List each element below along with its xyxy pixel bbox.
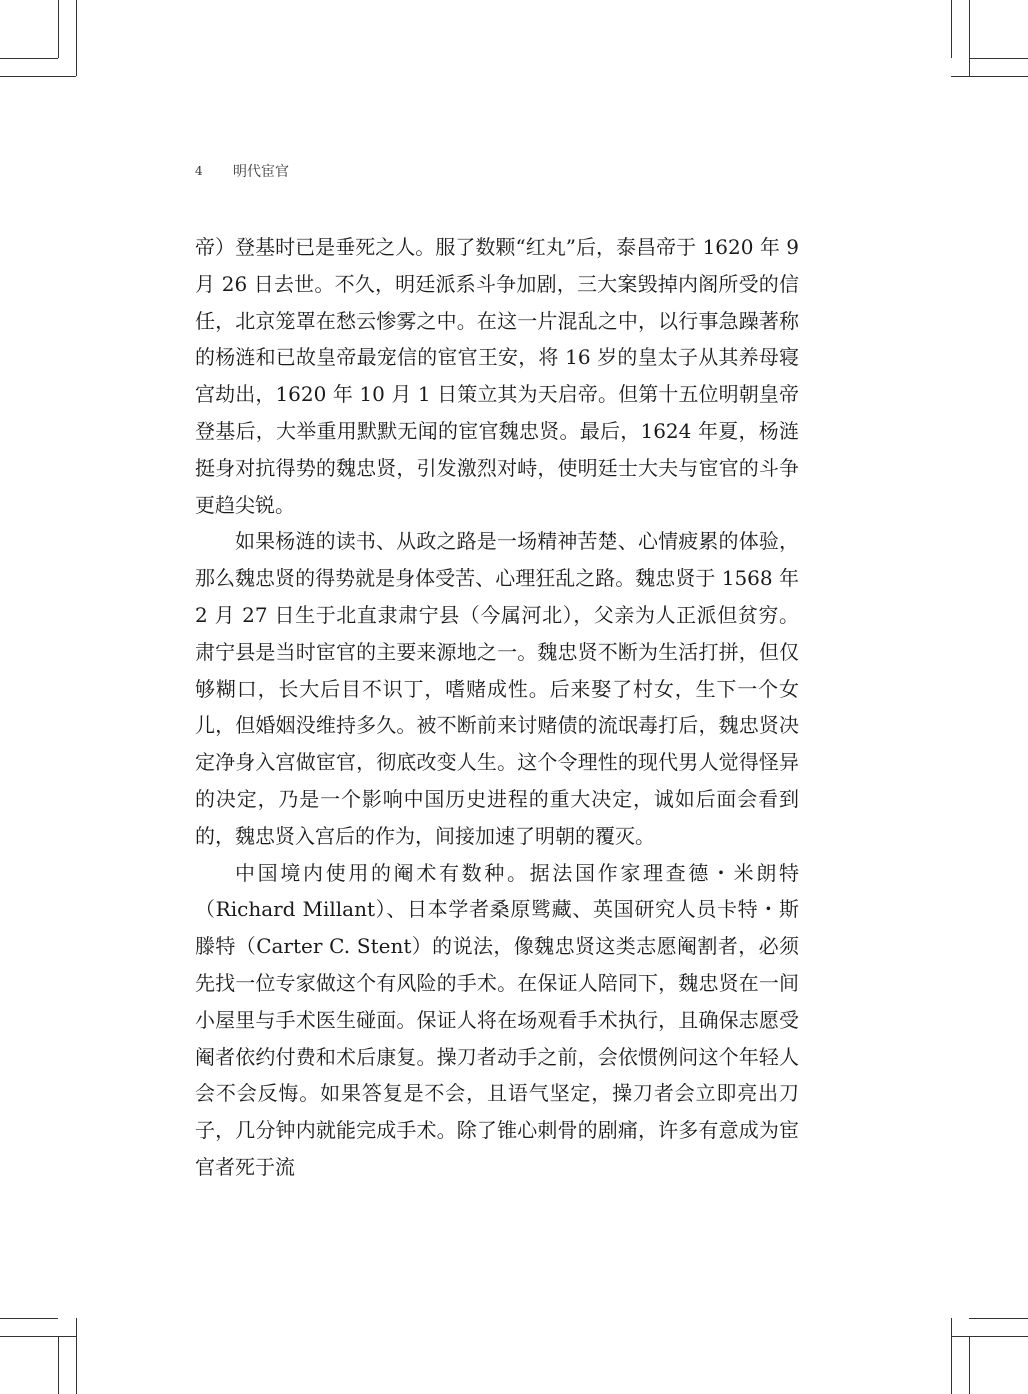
paragraph-3: 中国境内使用的阉术有数种。据法国作家理查德・米朗特（Richard Millant）、日本学者桑原骘藏、英国研究人员卡特・斯滕特（Carter C. Stent）的说法，像魏忠贤这类志愿阉割者，必须先找一位专家做这个有风险的手术。在保证人陪同下，魏忠贤在一间小屋里与手术医生碰面。保证人将在场观看手术执行，且确保志愿受阉者依约付费和术后康复。操刀者动手之前，会依惯例问这个年轻人会不会反悔。如果答复是不会，且语气坚定，操刀者会立即亮出刀子，几分钟内就能完成手术。除了锥心刺骨的剧痛，许多有意成为宦官者死于流 <box>195 860 799 1179</box>
crop-mark-top-left-horizontal <box>0 58 58 59</box>
paragraph-1: 帝）登基时已是垂死之人。服了数颗“红丸”后，泰昌帝于 1620 年 9 月 26 日去世。不久，明廷派系斗争加剧，三大案毁掉内阁所受的信任，北京笼罩在愁云惨雾之中。在这一片混乱之中，以行事急躁著称的杨涟和已故皇帝最宠信的宦官王安，将 16 岁的皇太子从其养母寝宫劫出，1620 年 10 月 1 日策立其为天启帝。但第十五位明朝皇帝登基后，大举重用默默无闻的宦官魏忠贤。最后，1624 年夏，杨涟挺身对抗得势的魏忠贤，引发激烈对峙，使明廷士大夫与宦官的斗争更趋尖锐。 <box>195 235 799 517</box>
crop-mark-top-left-horizontal-outer <box>0 76 76 77</box>
crop-mark-bottom-left-horizontal-outer <box>0 1318 58 1319</box>
running-header <box>195 161 289 181</box>
crop-mark-top-left-vertical <box>58 0 59 58</box>
crop-mark-bottom-right-horizontal <box>951 1336 1028 1337</box>
body-text <box>195 229 799 1186</box>
crop-mark-bottom-left-horizontal <box>0 1336 76 1337</box>
crop-mark-bottom-left-vertical <box>58 1336 59 1394</box>
page-number: 4 <box>195 164 203 178</box>
crop-mark-bottom-right-vertical <box>969 1336 970 1394</box>
crop-mark-top-right-vertical-outer <box>969 0 970 76</box>
running-title: 明代宦官 <box>233 164 289 180</box>
crop-mark-bottom-right-horizontal-outer <box>969 1318 1028 1319</box>
paragraph-2: 如果杨涟的读书、从政之路是一场精神苦楚、心情疲累的体验，那么魏忠贤的得势就是身体受苦、心理狂乱之路。魏忠贤于 1568 年 2 月 27 日生于北直隶肃宁县（今属河北），父亲为人正派但贫穷。肃宁县是当时宦官的主要来源地之一。魏忠贤不断为生活打拼，但仅够糊口，长大后目不识丁，嗜赌成性。后来娶了村女，生下一个女儿，但婚姻没维持多久。被不断前来讨赌债的流氓毒打后，魏忠贤决定净身入宫做宦官，彻底改变人生。这个令理性的现代男人觉得怪异的决定，乃是一个影响中国历史进程的重大决定，诚如后面会看到的，魏忠贤入宫后的作为，间接加速了明朝的覆灭。 <box>195 529 799 848</box>
crop-mark-top-left-vertical-outer <box>76 0 77 76</box>
crop-mark-top-right-vertical <box>951 0 952 58</box>
crop-mark-top-right-horizontal-outer <box>951 76 1028 77</box>
crop-mark-bottom-left-vertical-outer <box>76 1318 77 1394</box>
crop-mark-bottom-right-vertical-outer <box>951 1318 952 1394</box>
crop-mark-top-right-horizontal <box>969 58 1028 59</box>
